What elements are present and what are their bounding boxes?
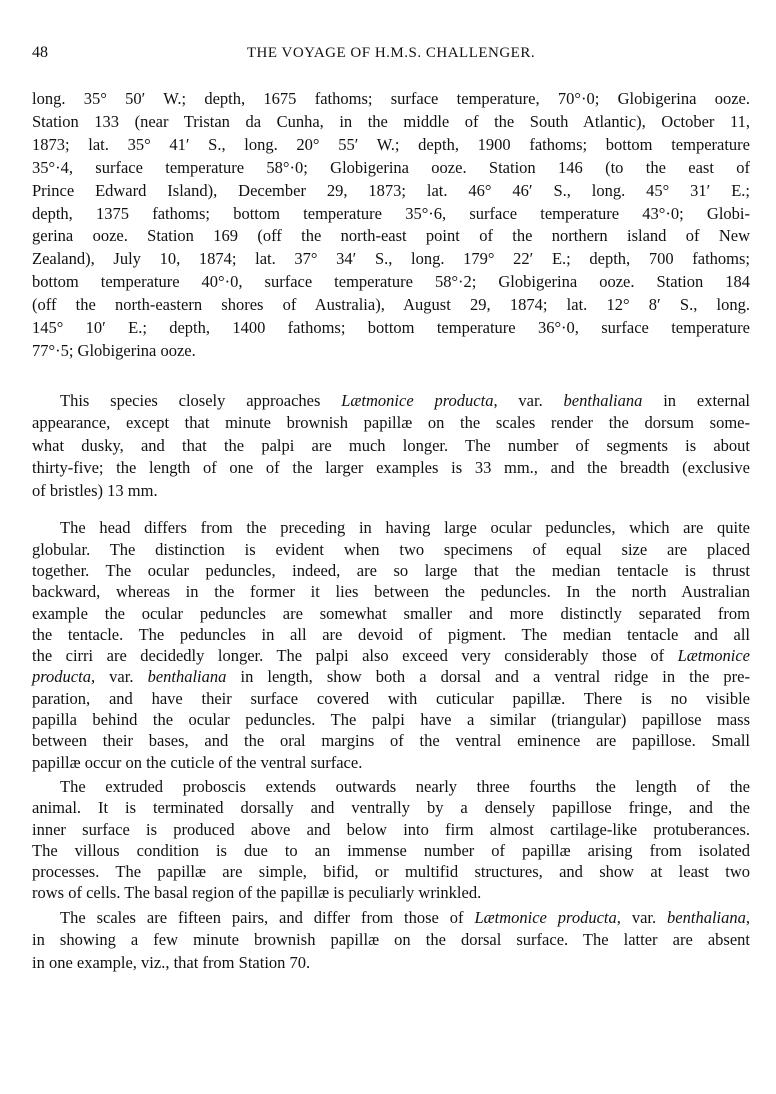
text-line: in showing a few minute brownish papillæ on the dorsal surface. The latter are absent [32, 930, 750, 950]
running-head: THE VOYAGE OF H.M.S. CHALLENGER. [246, 45, 536, 61]
page-header [32, 44, 750, 66]
text-line: 35°·4, surface temperature 58°·0; Globigerina ooze. Station 146 (to the east of [32, 157, 750, 177]
text-line: 145° 10′ E.; depth, 1400 fathoms; bottom temperature 36°·0, surface temperature [32, 318, 750, 338]
text-line: papillæ occur on the cuticle of the ventral surface. [32, 752, 363, 772]
text-segment: This species closely approaches [60, 390, 342, 410]
text-line: thirty-five; the length of one of the larger examples is 33 mm., and the breadth (exclusive [32, 458, 750, 478]
text-line: The head differs from the preceding in having large ocular peduncles, which are quite [60, 518, 750, 538]
text-segment: The scales are fifteen pairs, and differ from those of [60, 907, 475, 927]
text-line: 1873; lat. 35° 41′ S., long. 20° 55′ W.; depth, 1900 fathoms; bottom temperature [32, 134, 750, 154]
italic-taxon-name: Lætmonice producta [474, 907, 617, 927]
text-line [32, 390, 750, 413]
italic-taxon-name: producta [32, 667, 91, 687]
italic-taxon-name: Lætmonice [677, 646, 750, 666]
italic-taxon-name: Lætmonice producta [341, 390, 494, 410]
paragraph-proboscis-description [32, 776, 750, 904]
text-segment: , var. [90, 667, 148, 687]
text-line [32, 645, 750, 666]
text-line: example the ocular peduncles are somewhat smaller and more distinctly separated from [32, 603, 750, 623]
paragraph-species-description [32, 390, 750, 503]
text-segment: , var. [493, 390, 564, 410]
text-line: The villous condition is due to an immense number of papillæ arising from isolated [32, 840, 750, 860]
text-line: papilla behind the ocular peduncles. The palpi have a similar (triangular) papillose mass [32, 710, 750, 730]
text-line: globular. The distinction is evident when two specimens of equal size are placed [32, 539, 750, 559]
text-line: paration, and have their surface covered with cuticular papillæ. There is no visible [32, 688, 750, 708]
italic-taxon-name: benthaliana [147, 667, 227, 687]
text-segment: the cirri are decidedly longer. The palpi also exceed very considerably those of [32, 646, 678, 666]
text-segment: in external [642, 390, 750, 410]
text-line: bottom temperature 40°·0, surface temperature 58°·2; Globigerina ooze. Station 184 [32, 272, 750, 292]
text-line: depth, 1375 fathoms; bottom temperature 35°·6, surface temperature 43°·0; Globi- [32, 203, 750, 223]
text-line: 77°·5; Globigerina ooze. [32, 340, 196, 360]
italic-taxon-name: benthaliana [667, 907, 746, 927]
text-segment: , var. [616, 907, 668, 927]
text-line: in one example, viz., that from Station 70. [32, 952, 311, 972]
text-line: Station 133 (near Tristan da Cunha, in the middle of the South Atlantic), October 11, [32, 111, 750, 131]
text-line [32, 666, 750, 687]
text-line: Zealand), July 10, 1874; lat. 37° 34′ S., long. 179° 22′ E.; depth, 700 fathoms; [32, 249, 750, 269]
text-line: processes. The papillæ are simple, bifid, or multifid structures, and show at least two [32, 862, 750, 882]
italic-taxon-name: benthaliana [563, 390, 643, 410]
text-line: (off the north-eastern shores of Australia), August 29, 1874; lat. 12° 8′ S., long. [32, 295, 750, 315]
text-line: of bristles) 13 mm. [32, 480, 158, 500]
text-line: the tentacle. The peduncles in all are devoid of pigment. The median tentacle and all [32, 624, 750, 644]
text-line: gerina ooze. Station 169 (off the north-east point of the northern island of New [32, 226, 750, 246]
text-segment: , [745, 907, 750, 927]
text-segment: in length, show both a dorsal and a ventral ridge in the pre- [226, 667, 750, 687]
text-line: what dusky, and that the palpi are much longer. The number of segments is about [32, 435, 750, 455]
paragraph-scales-description [32, 907, 750, 975]
paragraph-station-list [32, 88, 750, 363]
text-line: Prince Edward Island), December 29, 1873; lat. 46° 46′ S., long. 45° 31′ E.; [32, 180, 750, 200]
text-line: appearance, except that minute brownish papillæ on the scales render the dorsum some- [32, 413, 750, 433]
text-line: backward, whereas in the former it lies between the peduncles. In the north Australian [32, 582, 750, 602]
text-line: The extruded proboscis extends outwards nearly three fourths the length of the [60, 776, 750, 796]
text-line: together. The ocular peduncles, indeed, are so large that the median tentacle is thrust [32, 560, 750, 580]
text-line: long. 35° 50′ W.; depth, 1675 fathoms; surface temperature, 70°·0; Globigerina ooze. [32, 89, 750, 108]
page-number: 48 [32, 44, 48, 61]
text-line [32, 907, 750, 930]
text-line: between their bases, and the oral margins of the ventral eminence are papillose. Small [32, 731, 750, 751]
paragraph-head-description [32, 517, 750, 773]
text-line: inner surface is produced above and below into firm almost cartilage-like protuberances. [32, 819, 750, 839]
text-line: animal. It is terminated dorsally and ventrally by a densely papillose fringe, and the [32, 798, 750, 818]
text-line: rows of cells. The basal region of the papillæ is peculiarly wrinkled. [32, 883, 482, 903]
